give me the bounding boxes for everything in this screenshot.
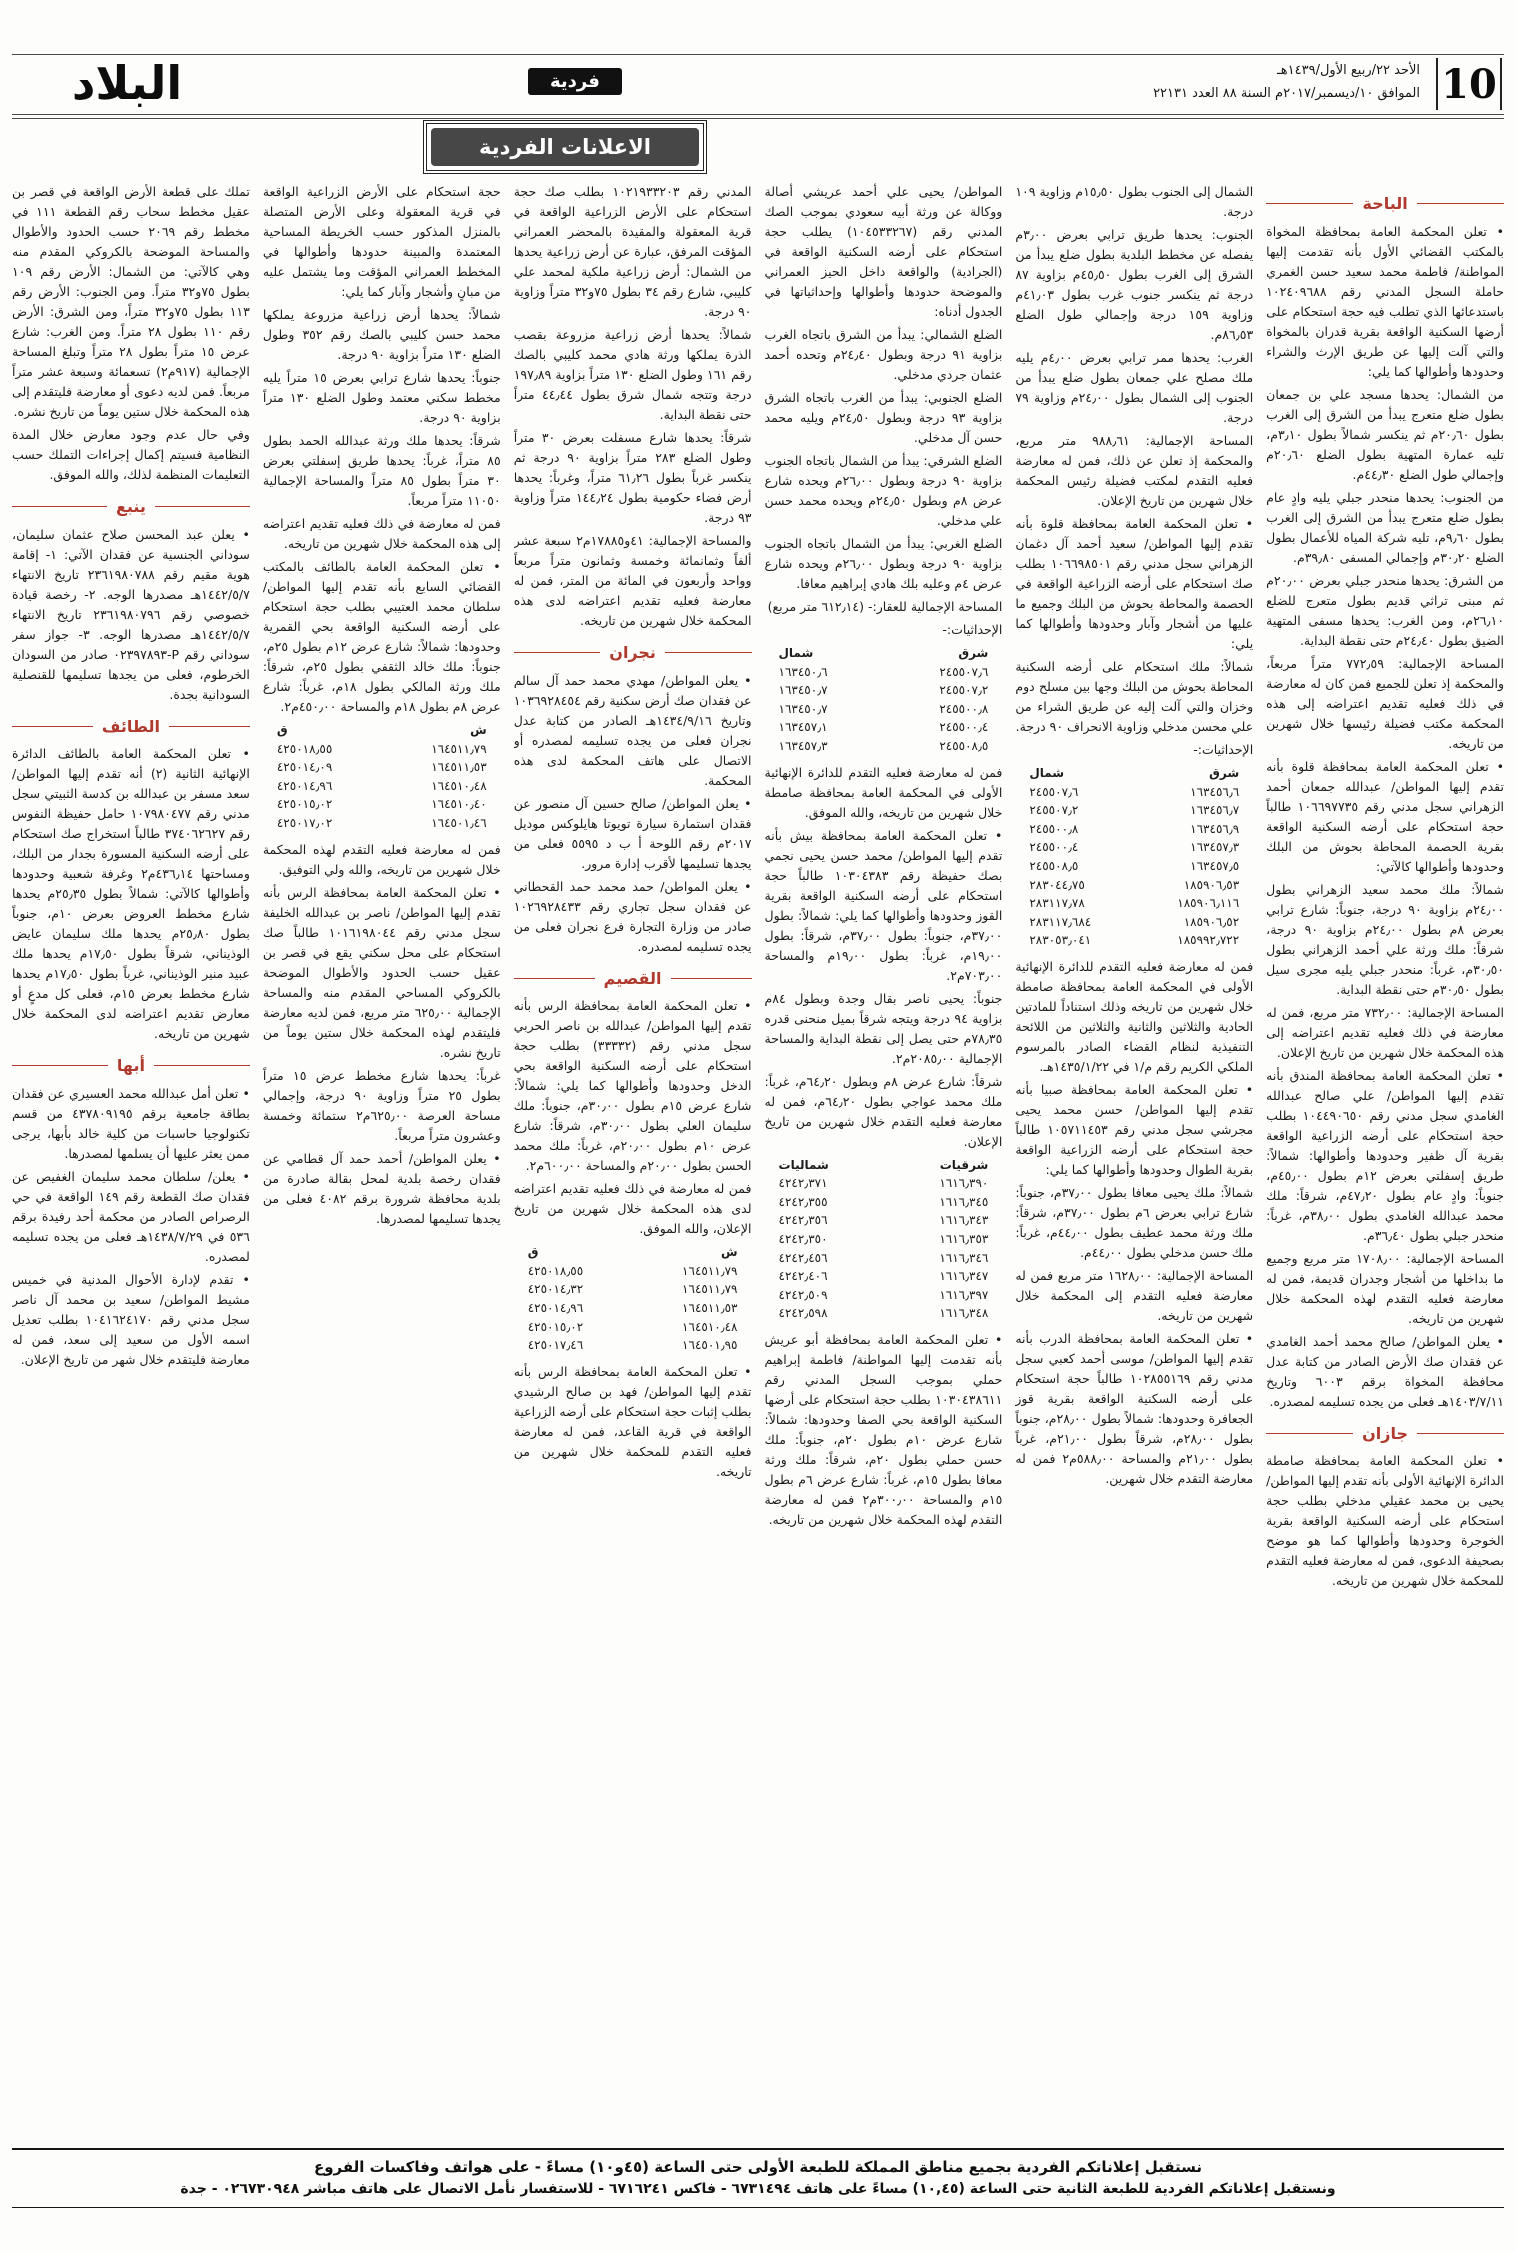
coordinates-row: ٤٢٥٠١٤٫٣٢ ١٦٤٥١١٫٧٩ (527, 1282, 738, 1297)
ad-paragraph: والمساحة الإجمالية: ٤١و١٧٨٨٥م٢ سبعة عشر ألفاً وثمانمائة وخمسة وثمانون متراً مربعاً وواحد وأربعون في المائة من المتر، فمن له معارضة فعليه تقديم اعتراضه لدى هذه المحكمة خلال شهرين من تاريخه. (513, 533, 752, 628)
section-heading: نجران (514, 640, 752, 666)
coordinates-row: ٤٢٥٠١٨٫٥٥ ١٦٤٥١١٫٧٩ (527, 1263, 738, 1278)
column-1 (1266, 182, 1504, 2138)
footer-line-2: ونستقبل إعلاناتكم الفردية للطبعة الثانية حتى الساعة (١٠,٤٥) مساءً على هاتف ٦٧٣١٤٩٤ - فاكس ٦٧١٦٢٤١ - للاستفسار نأمل الاتصال على هاتف مباشر ٠٢٦٧٣٠٩٤٨ - جدة (180, 2181, 1336, 2197)
ad-paragraph: • تعلن أمل عبدالله محمد العسيري عن فقدان بطاقة جامعية برقم ٤٣٧٨٠٩١٩٥ من قسم تكنولوجيا حاسبات من كلية خالد بأبها، يرجى ممن يعثر عليها أن يسلمها لمصدرها. (12, 1085, 250, 1161)
ad-paragraph: • يعلن/ سلطان محمد سليمان الغفيص عن فقدان صك القطعة رقم ١٤٩ الواقعة في حي الرصراص الصادر من محكمة أحد رفيدة برقم ٥٣٦ في ١٤٣٨/٧/٢٩هـ فعلى من يجده تسليمه لمصدره. (12, 1168, 250, 1264)
ad-paragraph: • تعلن المحكمة العامة بمحافظة قلوة بأنه تقدم إليها المواطن/ عبدالله جمعان أحمد الزهراني سجل مدني رقم ١٠٦٦٩٧٧٣٥ طالباً حجة استحكام على أرضه السكنية الواقعة بقرية الحصمة المحاطة بحوش من البلك وحدودها وأطوالها كالآتي: (1266, 758, 1504, 874)
coordinates-row: ٤٢٥٠١٧٫٤٦ ١٦٤٥٠١٫٩٥ (527, 1338, 738, 1353)
ad-paragraph: فمن له معارضة فعليه التقدم للدائرة الإنهائية الأولى في المحكمة العامة بمحافظة صامطة خلال شهرين من تاريخه، والله الموفق. (764, 764, 1003, 820)
classifieds-title-banner (426, 123, 704, 171)
coordinates-row: ٤٢٤٢٫٥٠٩ ١٦١٦٫٣٩٧ (778, 1287, 989, 1302)
ad-paragraph: من الجنوب: يحدها منحدر جبلي يليه وادٍ عام بطول ضلع متعرج يبدأ من الشرق إلى الغرب بطول ٩٫٦٠م، تليه شركة المياه للأعمال بطول الضلع ٣٠٫٢٠م وإجمالي المسفى ٣٩٫٨٠م. (1266, 489, 1504, 565)
ad-paragraph: الضلع الغربي: يبدأ من الشمال باتجاه الجنوب بزاوية ٩٠ درجة وبطول ٢٦٫٠٠م ويحده شارع عرض ٤م وعليه بلك هادي إبراهيم معافا. (764, 536, 1003, 591)
coordinates-row: ٢٤٥٥٠٧٫٦ ١٦٣٤٥٦٫٦ (1029, 784, 1240, 799)
section-heading: أبها (12, 1053, 250, 1079)
ad-paragraph: • يعلن المواطن/ مهدي محمد حمد آل سالم عن فقدان صك أرض سكنية رقم ١٠٣٦٩٢٨٤٥٤ وتاريخ ١٤٣٤/٩/١٦هـ الصادر من كتابة عدل نجران فعلى من يجده تسليمه لمصدره أو الاتصال على هاتف المحكمة لدى هذه المحكمة. (513, 672, 752, 788)
ad-paragraph: من الشرق: يحدها منحدر جبلي بعرض ٢٠٫٠٠م ثم مبنى تراثي قديم بطول متعرج للضلع ٢٦٫١٠م، ومن الغرب: يحدها مسفى المتهية الضيق بطول ٢٤٫٤٠م حتى نقطة البداية. (1266, 572, 1504, 648)
ad-paragraph: • تعلن المحكمة العامة بمحافظة صبيا بأنه تقدم إليها المواطن/ حسن محمد يحيى مجرشي سجل مدني رقم ١٠٥٧١١٤٥٣ طالباً حجة استحكام على أرضه الزراعية الواقعة بقرية الطوال وحدودها وأطوالها كما يلي: (1015, 1081, 1254, 1177)
coordinates-row: ٢٨٣١١٧٫٦٨٤ ١٨٥٩٠٦٫٥٢ (1029, 914, 1240, 929)
ad-paragraph: شرقاً: يحدها ملك ورثة عبدالله الحمد بطول ٨٥ متراً، غرباً: يحدها طريق إسفلتي بعرض ٣٠ متراً بطول ٨٥ متراً والمساحة الإجمالية ١١٠٥٠ متراً مربعاً. (262, 433, 501, 508)
coordinates-row: ٤٢٤٢٫٣٧١ ١٦١٦٫٣٩٠ (778, 1176, 989, 1191)
coordinates-table (277, 721, 487, 833)
ad-paragraph: حجة استحكام على الأرض الزراعية الواقعة في قرية المعقولة وعلى الأرض المتصلة بالمنزل المذكور حسب الخريطة المساحية المعتمدة والمبينة حدودها وأطوالها في المخطط العمراني المؤقت وما يشتمل عليه من مبانٍ وأشجار وآبار كما يلي: (262, 184, 501, 299)
ad-paragraph: • تعلن المحكمة العامة بالطائف الدائرة الإنهائية الثانية (٢) أنه تقدم إليها المواطن/ سعد مسفر بن عبدالله بن كدسة الثبيتي سجل مدني رقم ١٠٧٩٨٠٤٧٧ حامل حفيظة النفوس رقم ٣٧٤٠٦٢٦٢٧ طالباً استخراج صك استحكام على أرضه السكنية المسورة بجدار من البلك، ومساحتها ٤٣٦٫١٤م٢ وغرفة شعبية وحدودها وأطوالها كالآتي: شمالاً بطول ٢٥٫٣٥م يحدها شارع مخطط العروض بعرض ١٠م، جنوباً بطول ٢٥٫٨٠م يحدها ملك سليمان عايض الوذيناني، شرقاً بطول ١٧٫٥٠م يحدها ملك عبيد منير الوذيناني، غرباً بطول ١٧٫٥٠م يحدها شارع مخطط بعرض ١٥م، فعلى كل مدعٍ أو معارض تقديم اعتراضه لدى المحكمة خلال شهرين من تاريخه. (12, 746, 250, 1042)
coordinates-row: ٤٢٤٢٫٣٥٥ ١٦١٦٫٣٤٥ (778, 1194, 989, 1209)
ad-paragraph: المساحة الإجمالية للعقار:- (٦١٢٫١٤ متر مربع) (767, 599, 1003, 614)
ad-paragraph: الجنوب: يحدها طريق ترابي بعرض ٣٫٠٠م يفصله عن مخطط البلدية بطول ضلع يبدأ من الشرق إلى الغرب بطول ٤٥٫٥٠م بزاوية ٨٧ درجة ثم ينكسر جنوب غرب بطول ٤١٫٠٣م وزاوية ١٥٩ درجة وإجمالي طول الضلع ٨٦٫٥٣م. (1015, 227, 1254, 342)
ad-paragraph: • تعلن المحكمة العامة بمحافظة الرس بأنه تقدم إليها المواطن/ فهد بن صالح الرشيدي بطلب إثبات حجة استحكام على أرضه الزراعية الواقعة في قرية القاعد، فمن له معارضة فعليه التقدم للمحكمة خلال شهرين من تاريخه. (513, 1363, 752, 1479)
coordinates-row: ٤٢٤٢٫٣٥٠ ١٦١٦٫٣٥٣ (778, 1231, 989, 1246)
coordinates-row: ٢٨٣٠٥٣٫٠٤١ ١٨٥٩٩٢٫٧٢٢ (1029, 933, 1240, 948)
ad-paragraph: شرقاً: يحدها شارع مسفلت بعرض ٣٠ متراً وطول الضلع ٢٨٣ متراً بزاوية ٩٠ درجة ثم ينكسر غرباً بطول ٦١٫٢٦ متراً، وغرباً: يحدها أرض فضاء حكومية بطول ١٤٤٫٢٤ متراً وزاوية ٩٣ درجة. (513, 430, 752, 525)
section-heading: الطائف (12, 714, 250, 740)
coordinates-row: ٤٢٤٢٫٤٠٦ ١٦١٦٫٣٤٧ (778, 1269, 989, 1284)
coordinates-row: ٤٢٥٠١٤٫٩٦ ١٦٤٥١١٫٥٣ (527, 1300, 738, 1315)
ad-paragraph: • تعلن المحكمة العامة بمحافظة المخواة بالمكتب القضائي الأول بأنه تقدمت إليها المواطنة/ فاطمة محمد سعيد حسن الغمري حاملة السجل المدني رقم ١٠٢٤٠٩٦٨٨ باستدعائها الذي تطلب فيه حجة استحكام على أرضها السكنية الواقعة بقرية قدران بالمخواة والتي آلت إليها عن طريق الإرث والشراء وحدودها وأطوالها كما يلي: (1266, 223, 1504, 379)
ad-paragraph: • تقدم لإدارة الأحوال المدنية في خميس مشيط المواطن/ سعيد بن محمد آل ناصر سجل مدني رقم ١٠٤١٦٢٤١٧٠ بطلب تعديل اسمه الأول من سعيد إلى سعد، فمن له معارضة فليتقدم خلال شهر من تاريخ الإعلان. (12, 1271, 250, 1367)
column-3 (765, 182, 1003, 2138)
ad-paragraph: • يعلن المواطن/ صالح محمد أحمد الغامدي عن فقدان صك الأرض الصادر من كتابة عدل محافظة المخواة برقم ٦٠٠٣ وتاريخ ١٤٠٣/٧/١١هـ فعلى من يجده تسليمه لمصدره. (1266, 1333, 1504, 1409)
coordinates-header-row: شمال شرق (778, 646, 989, 660)
ad-paragraph: الغرب: يحدها ممر ترابي بعرض ٤٫٠٠م يليه ملك مصلح علي جمعان بطول ضلع يبدأ من الجنوب إلى الشمال بطول ٢٤٫٠٠م وزاوية ٧٩ درجة. (1015, 350, 1254, 425)
header-divider-rule (12, 114, 1504, 115)
ad-paragraph: الشمال إلى الجنوب بطول ١٥٫٥٠م وزاوية ١٠٩ درجة. (1015, 184, 1254, 219)
ad-paragraph: • تعلن المحكمة العامة بمحافظة الرس بأنه تقدم إليها المواطن/ عبدالله بن ناصر الحربي سجل مدني رقم (٣٣٣٣٢) بطلب حجة استحكام على أرضه السكنية الواقعة بحي الدخل وحدودها وأطوالها كما يلي: شمالاً: شارع عرض ١٥م بطول ٣٠٫٠٠م، جنوباً: ملك سليمان العلي بطول ٣٠٫٠٠م، شرقاً: شارع عرض ١٠م بطول ٢٠٫٠٠م، غرباً: ملك محمد الحسن بطول ٢٠٫٠٠م والمساحة ٦٠٠٫٠٠م٢. (513, 998, 752, 1174)
ad-paragraph: فمن له معارضة في ذلك فعليه تقديم اعتراضه لدى هذه المحكمة خلال شهرين من تاريخ الإعلان، والله الموفق. (513, 1181, 752, 1237)
ad-paragraph: المساحة الإجمالية: ٧٣٢٫٠٠ متر مربع، فمن له معارضة في ذلك فعليه تقديم اعتراضه إلى هذه المحكمة خلال شهرين من تاريخ الإعلان. (1266, 1004, 1504, 1060)
section-heading: جازان (1266, 1421, 1504, 1447)
ad-paragraph: المدني رقم ١٠٢١٩٣٣٢٠٣ بطلب صك حجة استحكام على الأرض الزراعية الواقعة في قرية المعقولة والمقيدة بالمحضر العمراني المؤقت المرفق، عبارة عن أرض زراعية يحدها من الشمال: أرض زراعية ملكية لمحمد علي كليبي، شارع رقم ٣٤ بطول ٧٥و٣٢ متراً وزاوية ٩٠ درجة. (513, 184, 752, 319)
section-heading: الباحة (1266, 191, 1504, 217)
ad-paragraph: المساحة الإجمالية: ٧٧٢٫٥٩ متراً مربعاً، والمحكمة إذ تعلن للجميع فمن كان له معارضة في ذلك فعليه تقديم اعتراضه إلى هذه المحكمة مكتب فضيلة رئيسها خلال شهرين من تاريخه. (1266, 655, 1504, 751)
ad-paragraph: وفي حال عدم وجود معارض خلال المدة النظامية فسيتم إكمال إجراءات التملك حسب التعليمات المنظمة لذلك، والله الموفق. (12, 427, 250, 482)
ad-paragraph: فمن له معارضة في ذلك فعليه تقديم اعتراضه إلى هذه المحكمة خلال شهرين من تاريخه. (262, 516, 501, 551)
ad-paragraph: • تعلن المحكمة العامة بمحافظة الدرب بأنه تقدم إليها المواطن/ موسى أحمد كعبي سجل مدني رقم ١٠٢٨٥٥١٦٩ طالباً حجة استحكام على أرضه السكنية الواقعة بقرية قوز الجعافرة وحدودها: شمالاً بطول ٢٨٫٠٠م، جنوباً بطول ٢٨٫٠٠م، شرقاً بطول ٢١٫٠٠م، غرباً بطول ٢١٫٠٠م والمساحة ٥٨٨٫٠٠م٢ فمن له معارضة التقدم خلال شهرين. (1015, 1330, 1254, 1486)
coordinates-row: ٤٢٥٠١٤٫٠٩ ١٦٤٥١١٫٥٣ (276, 760, 487, 775)
gregorian-date: الموافق ١٠/ديسمبر/٢٠١٧م السنة ٨٨ العدد ٢٢١٣١ (1153, 85, 1420, 101)
coordinates-row: ٢٨٣١١٧٫٧٨ ١٨٥٩٠٦٫١١٦ (1029, 896, 1240, 911)
coordinates-row: ٢٤٥٥٠٠٫٨ ١٦٣٤٥٦٫٩ (1029, 821, 1240, 836)
ad-paragraph: شرقاً: شارع عرض ٨م وبطول ٦٤٫٢٠م، غرباً: ملك محمد عواجي بطول ٦٤٫٢٠م، فمن له معارضة فعليه التقدم خلال شهرين من تاريخ الإعلان. (764, 1073, 1003, 1149)
ad-paragraph: شمالاً: يحدها أرض زراعية مزروعة يملكها محمد حسن كليبي بالصك رقم ٣٥٢ وطول الضلع ١٣٠ متراً بزاوية ٩٠ درجة. (262, 307, 501, 362)
coordinates-row: ١٦٣٤٥٧٫١ ٢٤٥٥٠٠٫٤ (778, 720, 989, 735)
coordinates-row: ١٦٣٤٥٠٫٧ ٢٤٥٥٠٧٫٢ (778, 683, 989, 698)
ad-paragraph: • تعلن المحكمة العامة بمحافظة المندق بأنه تقدم إليها المواطن/ علي صالح عبدالله الغامدي سجل مدني رقم ١٠٤٤٩٠٦٥٠ بطلب حجة استحكام على أرضه الزراعية الواقعة بقرية آل ظفير وحدودها وأطوالها: شمالاً: طريق إسفلتي بعرض ١٢م بطول ٤٥٫٠٠م، جنوباً: وادٍ عام بطول ٤٧٫٢٠م، شرقاً: ملك محمد عبدالله الغامدي بطول ٣٨٫٠٠م، غرباً: منحدر جبلي بطول ٣٦٫٤٠م. (1266, 1067, 1504, 1243)
coordinates-table (779, 644, 989, 756)
ad-paragraph: المساحة الإجمالية: ١٦٢٨٫٠٠ متر مربع فمن له معارضة فعليه التقدم إلى المحكمة خلال شهرين من تاريخه. (1015, 1267, 1254, 1323)
ad-paragraph: شمالاً: ملك يحيى معافا بطول ٣٧٫٠٠م، جنوباً: شارع ترابي بعرض ٦م بطول ٣٧٫٠٠م، شرقاً: ملك ورثة محمد عطيف بطول ٤٤٫٠٠م، غرباً: ملك حسن مدخلي بطول ٤٤٫٠٠م. (1015, 1184, 1254, 1260)
page-number: 10 (1436, 58, 1502, 110)
ad-paragraph: الإحداثيات:- (942, 622, 1003, 637)
ad-paragraph: فمن له معارضة فعليه التقدم لهذه المحكمة خلال شهرين من تاريخه، والله ولي التوفيق. (262, 841, 501, 877)
ad-paragraph: شمالاً: ملك استحكام على أرضه السكنية المحاطة بحوش من البلك وجها بين مسلح دوم وخزان والتي آلت إليه عن طريق الشراء من علي محسن مدخلي وزاوية الانحراف ٩٠ درجة. (1015, 659, 1254, 734)
coordinates-header-row: شمال شرق (1029, 766, 1240, 780)
classifieds-columns (12, 182, 1504, 2138)
ad-paragraph: تملك على قطعة الأرض الواقعة في قصر بن عقيل مخطط سحاب رقم القطعة ١١١ في مخطط رقم ٢٠٦٩ حسب الحدود والأطوال والمساحة الموضحة بالكروكي المقدم منه وهي كالآتي: من الشمال: الأرض رقم ١٠٩ بطول ٧٥و٣٢ متراً. ومن الجنوب: الأرض رقم ١١٣ بطول ٧٥و٣٢ متراً، ومن الشرق: الأرض رقم ١١٠ بطول ٢٨ متراً. ومن الغرب: شارع عرض ١٥ متراً بطول ٢٨ متراً وتبلغ المساحة الإجمالية (٩١٧م٢) تسعمائة وسبعة عشر متراً مربعاً. فمن لديه دعوى أو معارضة فليتقدم إلى هذه المحكمة خلال ستين يوماً من تاريخ نشره. (12, 184, 250, 419)
ad-paragraph: • تعلن المحكمة العامة بمحافظة الرس بأنه تقدم إليها المواطن/ ناصر بن عبدالله الخليفة سجل مدني رقم ١٠١٦١٩٨٠٤٤ طالباً صك استحكام على محل سكني يقع في قصر بن عقيل حسب الحدود والأطوال الموضحة بالكروكي المساحي المقدم منه والمساحة الإجمالية ٦٢٥٫٠٠ متر مربع، فمن لديه معارضة فليتقدم لهذه المحكمة خلال ستين يوماً من تاريخ نشره. (262, 884, 501, 1060)
ad-paragraph: • يعلن المواطن/ صالح حسين آل منصور عن فقدان استمارة سيارة تويوتا هايلوكس موديل ٢٠١٧م رقم اللوحة أ ب د ٥٥٩٥ فعلى من يجدها تسليمها لأقرب إدارة مرور. (513, 795, 752, 871)
coordinates-row: ٤٢٥٠١٤٫٩٦ ١٦٤٥١٠٫٤٨ (276, 778, 487, 793)
ad-paragraph: • يعلن المواطن/ حمد محمد حمد القحطاني عن فقدان سجل تجاري رقم ١٠٢٦٩٢٨٤٣٣ صادر من وزارة التجارة فرع نجران فعلى من يجده تسليمه لمصدره. (513, 878, 752, 954)
coordinates-table (779, 1156, 989, 1323)
column-6 (12, 182, 250, 2138)
ad-paragraph: فمن له معارضة فعليه التقدم للدائرة الإنهائية الأولى في المحكمة العامة بمحافظة صامطة خلال شهرين من تاريخه وذلك استناداً للمادتين الحادية والثلاثين والثانية والثلاثين من اللائحة التنفيذية لنظام القضاء الصادر بالمرسوم الملكي الكريم رقم م/١ في ١٤٣٥/١/٢٢هـ. (1015, 958, 1254, 1074)
coordinates-header-row: ق ش (527, 1245, 738, 1260)
ad-paragraph: المواطن/ يحيى علي أحمد عريشي أصالة ووكالة عن ورثة أبيه سعودي بموجب الصك المدني رقم (١٠٤٥٣٣٢٦٧) يطلب حجة استحكام على أرضه السكنية الواقعة في (الجرادية) والواقعة داخل الحيز العمراني والموضحة حدودها وأطوالها وإحداثياتها في الجدول أدناه: (764, 184, 1003, 319)
coordinates-row: ١٦٣٤٥٧٫٣ ٢٤٥٥٠٨٫٥ (778, 738, 989, 753)
column-5 (263, 182, 501, 2138)
coordinates-header-row: شماليات شرقيات (778, 1157, 989, 1172)
top-rule (12, 54, 1504, 55)
ad-paragraph: جنوباً: يحدها شارع ترابي بعرض ١٥ متراً يليه مخطط سكني معتمد وطول الضلع ١٣٠ متراً بزاوية ٩٠ درجة. (262, 370, 501, 425)
coordinates-row: ٢٤٥٥٠٧٫٢ ١٦٣٤٥٦٫٧ (1029, 803, 1240, 818)
section-heading: ينبع (12, 494, 250, 520)
coordinates-row: ٤٢٥٠١٥٫٠٢ ١٦٤٥١٠٫٤٠ (276, 797, 487, 812)
ad-paragraph: • تعلن المحكمة العامة بمحافظة صامطة الدائرة الإنهائية الأولى بأنه تقدم إليها المواطن/ يحيى بن محمد عقيلي مدخلي بطلب حجة استحكام على أرضه السكنية الواقعة بقرية الخوجرة وحدودها وأطوالها كما هو موضح بصحيفة الدعوى، فمن له معارضة فعليه التقدم للمحكمة خلال شهرين من تاريخه. (1266, 1453, 1504, 1589)
classifieds-title: الاعلانات الفردية (431, 128, 699, 166)
ad-paragraph: • يعلن المواطن/ أحمد حمد آل قطامي عن فقدان رخصة بلدية لمحل بقالة صادرة من بلدية محافظة شرورة برقم ٤٠٨٢ فعلى من يجدها تسليمها لمصدرها. (262, 1150, 501, 1226)
section-badge: فردية (528, 68, 622, 95)
date-block (1153, 60, 1420, 106)
ad-paragraph: جنوباً: يحيى ناصر بقال وجدة وبطول ٨٤م بزاوية ٩٤ درجة ويتجه شرقاً بميل منحنى قدره ٧٨٫٣٥م حتى يصل إلى نقطة البداية والمساحة الإجمالية ٢٠٨٥٫٠٠م٢. (764, 990, 1003, 1066)
coordinates-row: ٤٢٥٠١٥٫٠٢ ١٦٤٥١٠٫٤٨ (527, 1319, 738, 1334)
column-4 (514, 182, 752, 2138)
coordinates-row: ٢٤٥٥٠٨٫٥ ١٦٣٤٥٧٫٥ (1029, 858, 1240, 873)
hijri-date: الأحد ٢٢/ربيع الأول/١٤٣٩هـ (1277, 63, 1420, 78)
header-divider-rule-2 (12, 118, 1504, 119)
footer-line-1: نستقبل إعلاناتكم الفردية بجميع مناطق المملكة للطبعة الأولى حتى الساعة (٤٥و١٠) مساءً - على هواتف وفاكسات الفروع (313, 2158, 1203, 2176)
coordinates-row: ٢٤٥٥٠٠٫٤ ١٦٣٤٥٧٫٣ (1029, 840, 1240, 855)
ad-paragraph: شمالاً: ملك محمد سعيد الزهراني بطول ٢٤٫٠٠م بزاوية ٩٠ درجة، جنوباً: شارع ترابي بعرض ٨م بطول ٢٤٫٠٠م بزاوية ٩٠ درجة، شرقاً: ملك ورثة علي أحمد الزهراني بطول ٣٠٫٥٠م، غرباً: منحدر جبلي يليه مجرى سيل بطول ٣٠٫٥٠م حتى نقطة البداية. (1266, 881, 1504, 997)
newspaper-logo: البلاد (71, 56, 183, 110)
ad-paragraph: • تعلن المحكمة العامة بالطائف بالمكتب القضائي السابع بأنه تقدم إليها المواطن/ سلطان محمد العتيبي بطلب حجة استحكام على أرضه السكنية الواقعة بحي القمرية وحدودها: شمالاً: شارع عرض ١٢م بطول ٢٥م، جنوباً: ملك خالد الثقفي بطول ٢٥م، شرقاً: ملك ورثة المالكي بطول ١٨م، غرباً: شارع عرض ٨م بطول ١٨م والمساحة ٤٥٠٫٠٠م٢. (262, 559, 501, 714)
ad-paragraph: • تعلن المحكمة العامة بمحافظة قلوة بأنه تقدم إليها المواطن/ سعيد أحمد آل دغمان الزهراني سجل مدني رقم ١٠٦٦٩٨٥٠١ بطلب صك استحكام على أرضه الزراعية الواقعة في الحصمة والمحاطة بحوش من البلك وجميع ما عليها من أشجار وآبار وحدودها وأطوالها كما يلي: (1015, 516, 1254, 651)
coordinates-row: ٤٢٤٢٫٤٥٦ ١٦١٦٫٣٤٦ (778, 1250, 989, 1265)
ad-paragraph: الضلع الشرقي: يبدأ من الشمال باتجاه الجنوب بزاوية ٩٠ درجة وبطول ٢٦٫٠٠م ويحده شارع عرض ٨م وبطول ٢٤٫٥٠م ويحده محمد حسن علي مدخلي. (764, 453, 1003, 528)
ad-paragraph: غرباً: يحدها شارع مخطط عرض ١٥ متراً بطول ٢٥ متراً وزاوية ٩٠ درجة، وإجمالي مساحة العرصة ٦٢٥٫٠٠م٢ ستمائة وخمسة وعشرون متراً مربعاً. (262, 1067, 501, 1143)
coordinates-row: ١٦٣٤٥٠٫٦ ٢٤٥٥٠٧٫٦ (778, 664, 989, 679)
coordinates-table (528, 1243, 738, 1355)
coordinates-row: ٤٢٥٠١٨٫٥٥ ١٦٤٥١١٫٧٩ (276, 741, 487, 756)
coordinates-row: ٤٢٤٢٫٥٩٨ ١٦١٦٫٣٤٨ (778, 1306, 989, 1321)
ad-paragraph: شمالاً: يحدها أرض زراعية مزروعة بقصب الذرة يملكها ورثة هادي محمد كليبي بالصك رقم ١٦١ وطول الضلع ١٣٠ متراً بزاوية ١٩٧٫٨٩ درجة وتتجه شمال شرق بطول ٤٤٫٤٤ متراً حتى نقطة البداية. (513, 327, 752, 422)
ad-paragraph: • تعلن المحكمة العامة بمحافظة بيش بأنه تقدم إليها المواطن/ محمد حسن يحيى نجمي بصك حفيظة رقم ١٠٣٠٤٣٨٣ طالباً حجة استحكام على أرضه السكنية الواقعة بقرية القوز وحدودها وأطوالها كما يلي: شمالاً: بطول ٣٧٫٠٠م، جنوباً: بطول ٣٧٫٠٠م، شرقاً: بطول ١٩٫٠٠م، غرباً: بطول ١٩٫٠٠م والمساحة ٧٠٣٫٠٠م٢. (764, 827, 1003, 983)
coordinates-row: ٢٨٣٠٤٤٫٧٥ ١٨٥٩٠٦٫٥٣ (1029, 877, 1240, 892)
coordinates-header-row: ق ش (276, 723, 487, 737)
section-heading: القصيم (514, 966, 752, 992)
ad-paragraph: الضلع الجنوبي: يبدأ من الغرب باتجاه الشرق بزاوية ٩٣ درجة وبطول ٢٤٫٥٠م ويليه محمد حسن آل مدخلي. (764, 390, 1003, 445)
ad-paragraph: من الشمال: يحدها مسجد علي بن جمعان بطول ضلع متعرج يبدأ من الشرق إلى الغرب بطول ٢٠٫٦٠م ثم ينكسر شمالاً بطول ٣٫١٠م، تليه عمارة المتهية بطول الضلع ٢٠٫٦٠م وإجمالي طول الضلع ٤٤٫٣٠م. (1266, 386, 1504, 482)
column-2 (1015, 182, 1253, 2138)
ad-paragraph: المساحة الإجمالية: ٩٨٨٫٦١ متر مربع، والمحكمة إذ تعلن عن ذلك، فمن له معارضة فعليه التقدم لمكتب فضيلة رئيس المحكمة خلال شهرين من تاريخ الإعلان. (1015, 433, 1254, 508)
ad-paragraph: المساحة الإجمالية: ١٧٠٨٫٠٠ متر مربع وجميع ما بداخلها من أشجار وجدران قديمة، فمن له معارضة فعليه التقدم لهذه المحكمة خلال شهرين من تاريخه. (1266, 1250, 1504, 1326)
ad-paragraph: • يعلن عبد المحسن صلاح عثمان سليمان، سوداني الجنسية عن فقدان الآتي: ١- إقامة هوية مقيم رقم ٢٣٦١٩٨٠٧٨٨ تاريخ الانتهاء ١٤٤٢/٥/٧هـ مصدرها الوجه. ٢- رخصة قيادة خصوصي رقم ٢٣٦١٩٨٠٧٩٦ تاريخ الانتهاء ١٤٤٢/٥/٧هـ مصدرها الوجه. ٣- جواز سفر سوداني رقم P-٠٢٣٩٧٨٩٣ صادر من السودان الخرطوم، فعلى من يجدها تسليمها للقنصلية السودانية بجدة. (12, 526, 250, 702)
ad-paragraph: الضلع الشمالي: يبدأ من الشرق باتجاه الغرب بزاوية ٩١ درجة وبطول ٢٤٫٤٠م وتحده أحمد عثمان جردي مدخلي. (764, 327, 1003, 382)
ad-paragraph: • تعلن المحكمة العامة بمحافظة أبو عريش بأنه تقدمت إليها المواطنة/ فاطمة إبراهيم حملي بموجب السجل المدني رقم ١٠٣٠٤٣٨٦١١ بطلب حجة استحكام على أرضها السكنية الواقعة بحي الصفا وحدودها: شمالاً: شارع عرض ١٠م بطول ٢٠م، جنوباً: ملك حسن حملي بطول ٢٠م، شرقاً: ملك ورثة معافا بطول ١٥م، غرباً: شارع عرض ٦م بطول ١٥م والمساحة ٣٠٠٫٠٠م٢ فمن له معارضة التقدم لهذه المحكمة خلال شهرين من تاريخه. (764, 1331, 1003, 1527)
coordinates-row: ٤٢٤٢٫٣٥٦ ١٦١٦٫٣٤٣ (778, 1213, 989, 1228)
coordinates-row: ١٦٣٤٥٠٫٧ ٢٤٥٥٠٠٫٨ (778, 701, 989, 716)
coordinates-row: ٤٢٥٠١٧٫٠٢ ١٦٤٥٠١٫٤٦ (276, 815, 487, 830)
footer (12, 2148, 1504, 2208)
ad-paragraph: الإحداثيات:- (1193, 742, 1254, 757)
coordinates-table (1029, 764, 1239, 950)
